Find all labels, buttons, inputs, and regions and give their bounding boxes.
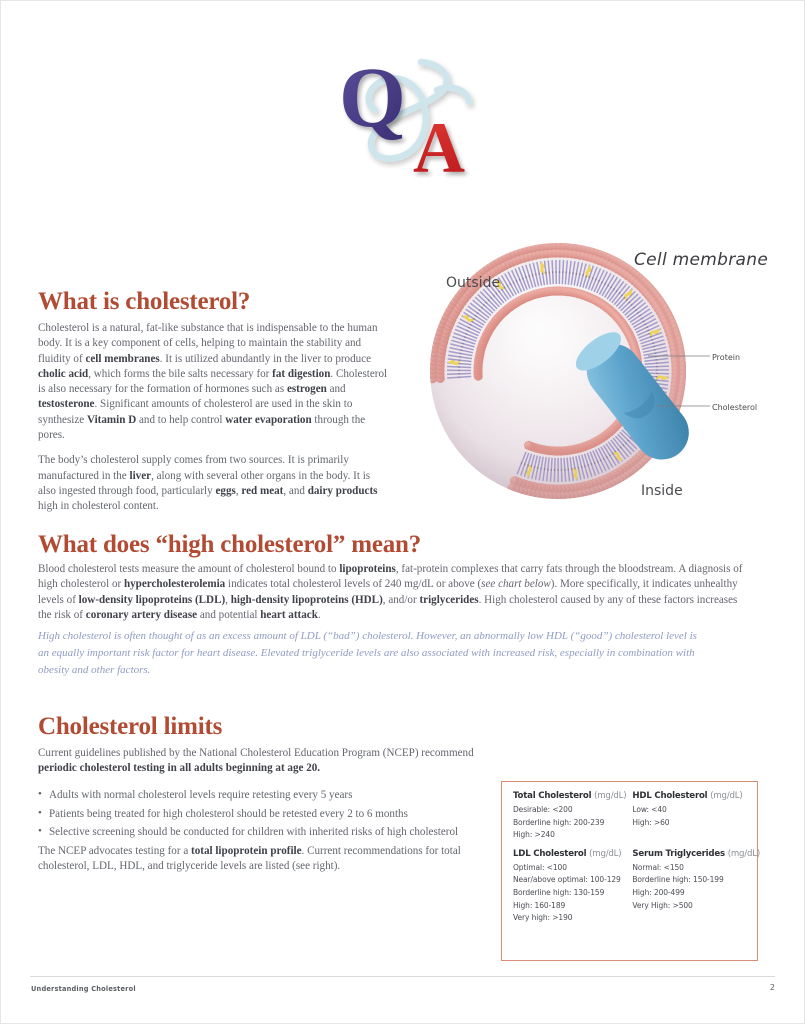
reference-title-unit: (mg/dL): [710, 791, 743, 801]
reference-title-text: Serum Triglycerides: [632, 848, 725, 859]
reference-line: Low: <40: [632, 805, 667, 814]
cholesterol-limits-intro: [38, 746, 490, 786]
reference-line: Borderline high: 150-199: [632, 875, 724, 885]
reference-cell-total-cholesterol: [513, 791, 626, 842]
reference-line: Optimal: <100: [513, 862, 567, 872]
what-does-italic-note: High cholesterol is often thought of as an excess amount of LDL (“bad”) cholesterol. However, an abnormally low HDL (“good”) cholesterol level is an equally important risk factor for heart disease. Elevated triglyceride levels are also associated with increased risk, especially in combination with obesity and other factors.: [38, 630, 697, 676]
reference-cell-title: [513, 791, 626, 801]
diagram-label-protein: Protein: [712, 353, 741, 362]
paragraph: Blood cholesterol tests measure the amount of cholesterol bound to lipoproteins, fat-protein complexes that carry fats through the bloodstream. A diagnosis of high cholesterol or hypercholesterolemia indicates total cholesterol levels of 240 mg/dL or above (see chart below). More specifically, it indicates unhealthy levels of low-density lipoproteins (LDL), high-density lipoproteins (HDL), and/or triglycerides. High cholesterol caused by any of these factors increases the risk of coronary artery disease and potential heart attack.: [38, 563, 743, 621]
cholesterol-reference-table: [501, 781, 758, 961]
reference-cell-hdl-cholesterol: [632, 791, 760, 842]
what-is-cholesterol-body: [38, 321, 390, 525]
heading-cholesterol-limits: Cholesterol limits: [38, 713, 223, 740]
svg-text:Q: Q: [339, 49, 406, 145]
svg-text:A: A: [413, 108, 465, 180]
reference-line: Near/above optimal: 100-129: [513, 875, 621, 885]
paragraph: Current guidelines published by the National Cholesterol Education Program (NCEP) recommend periodic cholesterol testing in all adults beginning at age 20.: [38, 747, 474, 775]
reference-cell-title: [513, 849, 626, 859]
reference-title-text: Total Cholesterol: [513, 791, 592, 801]
paragraph: Cholesterol is a natural, fat-like substance that is indispensable to the human body. It is a key component of cells, helping to maintain the stability and fluidity of cell membranes. It is utilized abundantly in the liver to produce cholic acid, which forms the bile salts necessary for fat digestion. Cholesterol is also necessary for the formation of hormones such as estrogen and testosterone. Significant amounts of cholesterol are used in the skin to synthesize Vitamin D and to help control water evaporation through the pores.: [38, 322, 388, 442]
letter-q: [339, 49, 406, 145]
list-item: • Selective screening should be conducted for children with inherited risks of high cholesterol: [38, 823, 498, 842]
what-does-body: [38, 562, 750, 623]
diagram-label-outside: Outside: [446, 275, 501, 291]
footer-page-number: 2: [769, 983, 775, 992]
reference-cell-ldl-cholesterol: [513, 849, 626, 925]
list-item: • Patients being treated for high cholesterol should be retested every 2 to 6 months: [38, 805, 498, 824]
paragraph: The body’s cholesterol supply comes from two sources. It is primarily manufactured in the liver, along with several other organs in the body. It is also ingested through food, particularly eggs, red meat, and dairy products high in cholesterol content.: [38, 454, 378, 513]
heading-what-is-cholesterol: What is cholesterol?: [38, 288, 251, 315]
reference-line: Desirable: <200: [513, 805, 573, 814]
reference-line: Borderline high: 130-159: [513, 887, 605, 897]
reference-title-text: LDL Cholesterol: [513, 848, 587, 859]
reference-title-unit: (mg/dL): [727, 848, 760, 859]
reference-line: Very high: >190: [513, 913, 573, 923]
reference-title-unit: (mg/dL): [589, 848, 622, 859]
qa-logo: [333, 40, 483, 180]
reference-title-unit: (mg/dL): [594, 791, 627, 801]
reference-line: Very High: >500: [632, 900, 693, 910]
diagram-label-cholesterol: Cholesterol: [712, 403, 758, 412]
reference-line: Borderline high: 200-239: [513, 817, 605, 827]
reference-line: High: >240: [513, 830, 555, 840]
reference-line: Normal: <150: [632, 862, 684, 872]
reference-line: High: 200-499: [632, 887, 685, 897]
diagram-label-inside: Inside: [641, 483, 683, 499]
footer-document-title: Understanding Cholesterol: [31, 985, 136, 993]
reference-cell-title: [632, 791, 760, 801]
letter-a: [413, 108, 465, 180]
list-item: • Adults with normal cholesterol levels require retesting every 5 years: [38, 786, 498, 805]
reference-cell-title: [632, 849, 760, 859]
heading-what-does-high-cholesterol-mean: What does “high cholesterol” mean?: [38, 531, 422, 558]
diagram-label-cell-membrane: Cell membrane: [634, 250, 769, 270]
reference-line: High: 160-189: [513, 900, 566, 910]
cholesterol-limits-bullet-list: [38, 786, 498, 842]
reference-title-text: HDL Cholesterol: [632, 791, 708, 801]
reference-cell-serum-triglycerides: [632, 849, 760, 925]
cholesterol-limits-tail: The NCEP advocates testing for a total lipoprotein profile. Current recommendations for total cholesterol, LDL, HDL, and triglyceride levels are listed (see right).: [38, 845, 461, 873]
footer-divider: [30, 976, 775, 977]
reference-line: High: >60: [632, 817, 670, 827]
